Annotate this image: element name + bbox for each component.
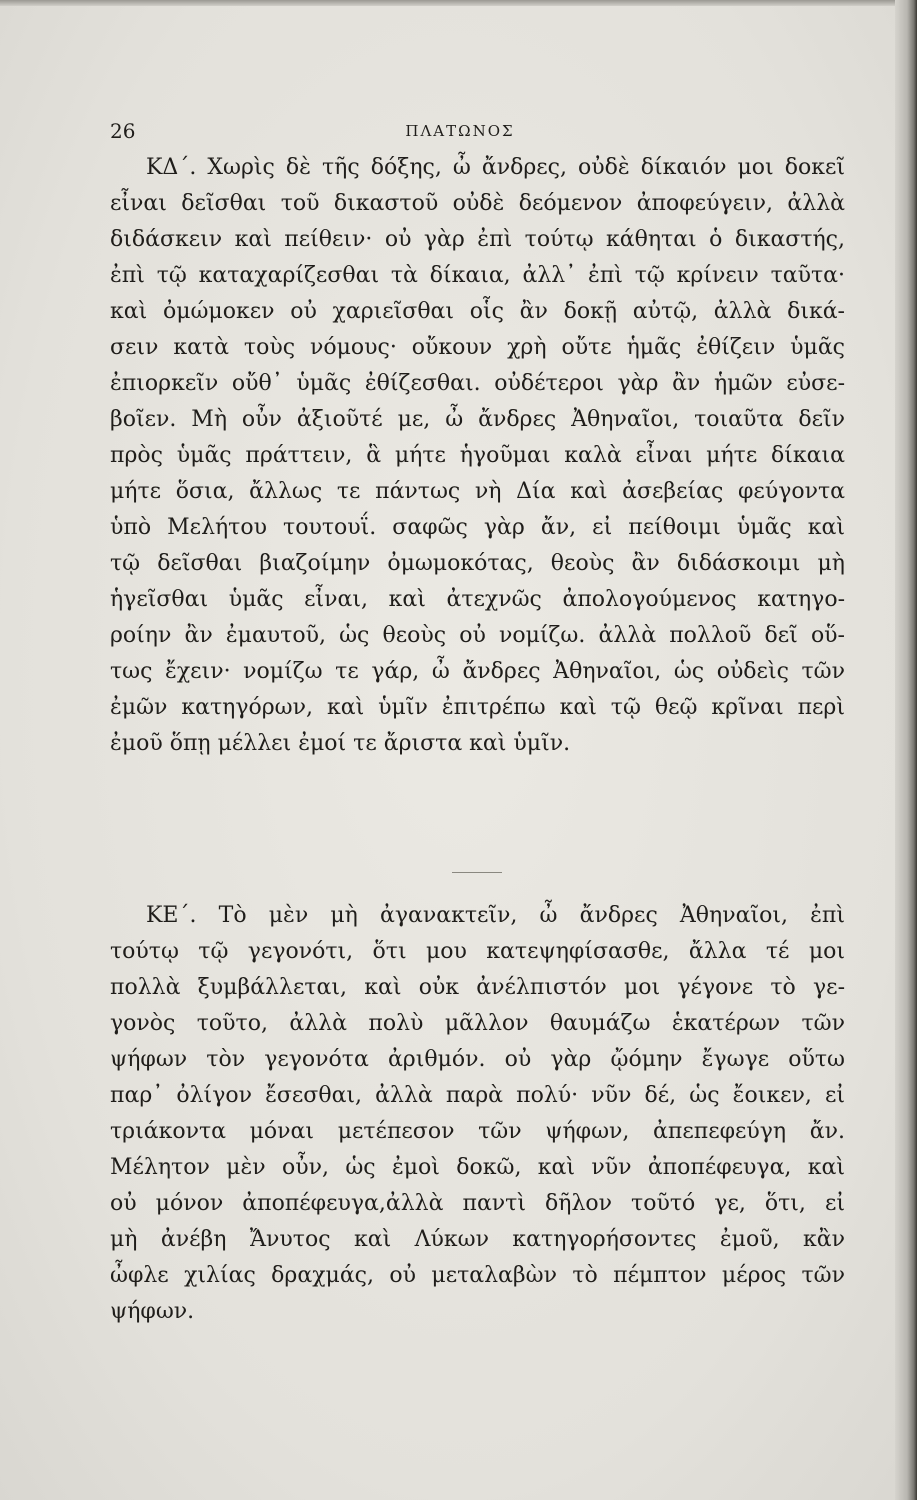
text-line: μήτε ὅσια, ἄλλως τε πάντως νὴ Δία καὶ ἀσεβείας φεύγοντα xyxy=(110,479,845,504)
text-line: ψήφων τὸν γεγονότα ἀριθμόν. οὐ γὰρ ᾤόμην ἔγωγε οὕτω xyxy=(110,1047,845,1072)
text-line: Μέλητον μὲν οὖν, ὡς ἐμοὶ δοκῶ, καὶ νῦν ἀποπέφευγα, καὶ xyxy=(110,1155,845,1180)
text-line: τῷ δεῖσθαι βιαζοίμην ὀμωμοκότας, θεοὺς ἂν διδάσκοιμι μὴ xyxy=(110,551,845,576)
running-title: ΠΛΑΤΩΝΟΣ xyxy=(405,122,515,140)
text-line: εἶναι δεῖσθαι τοῦ δικαστοῦ οὐδὲ δεόμενον ἀποφεύγειν, ἀλλὰ xyxy=(110,191,845,216)
section-divider xyxy=(452,872,502,873)
page-gutter-shadow xyxy=(895,0,917,1500)
text-line: τούτῳ τῷ γεγονότι, ὅτι μου κατεψηφίσασθε, ἄλλα τέ μοι xyxy=(110,939,845,964)
text-line: πολλὰ ξυμβάλλεται, καὶ οὐκ ἀνέλπιστόν μοι γέγονε τὸ γε- xyxy=(110,975,845,1000)
text-line: ἡγεῖσθαι ὑμᾶς εἶναι, καὶ ἀτεχνῶς ἀπολογούμενος κατηγο- xyxy=(110,587,845,612)
text-line: βοῖεν. Μὴ οὖν ἀξιοῦτέ με, ὦ ἄνδρες Ἀθηναῖοι, τοιαῦτα δεῖν xyxy=(110,407,845,432)
section-kd xyxy=(110,150,845,762)
text-line: ὦφλε χιλίας δραχμάς, οὐ μεταλαβὼν τὸ πέμπτον μέρος τῶν xyxy=(110,1263,845,1288)
text-line: ὑπὸ Μελήτου τουτουΐ. σαφῶς γὰρ ἄν, εἰ πείθοιμι ὑμᾶς καὶ xyxy=(110,515,845,540)
section-label: ΚΔ΄. xyxy=(146,155,197,180)
text-line: ἐπιορκεῖν οὔθ᾽ ὑμᾶς ἐθίζεσθαι. οὐδέτεροι γὰρ ἂν ἡμῶν εὐσε- xyxy=(110,371,845,396)
text-line: παρ᾽ ὀλίγον ἔσεσθαι, ἀλλὰ παρὰ πολύ· νῦν δέ, ὡς ἔοικεν, εἰ xyxy=(110,1083,845,1108)
text-line: ἐπὶ τῷ καταχαρίζεσθαι τὰ δίκαια, ἀλλ᾽ ἐπὶ τῷ κρίνειν ταῦτα· xyxy=(110,263,845,288)
text-line: τριάκοντα μόναι μετέπεσον τῶν ψήφων, ἀπεπεφεύγη ἄν. xyxy=(110,1119,845,1144)
text-line: γονὸς τοῦτο, ἀλλὰ πολὺ μᾶλλον θαυμάζω ἑκατέρων τῶν xyxy=(110,1011,845,1036)
section-label: ΚΕ΄. xyxy=(146,903,197,928)
page-top-edge xyxy=(0,0,917,6)
line-text: Χωρὶς δὲ τῆς δόξης, ὦ ἄνδρες, οὐδὲ δίκαιόν μοι δοκεῖ xyxy=(207,155,845,180)
text-line xyxy=(110,898,845,934)
page-number: 26 xyxy=(110,119,136,143)
text-line: διδάσκειν καὶ πείθειν· οὐ γὰρ ἐπὶ τούτῳ κάθηται ὁ δικαστής, xyxy=(110,227,845,252)
page-header xyxy=(110,118,810,144)
text-line: σειν κατὰ τοὺς νόμους· οὔκουν χρὴ οὔτε ἡμᾶς ἐθίζειν ὑμᾶς xyxy=(110,335,845,360)
text-line: ἐμοῦ ὅπῃ μέλλει ἐμοί τε ἄριστα καὶ ὑμῖν. xyxy=(110,731,571,756)
text-line: πρὸς ὑμᾶς πράττειν, ἃ μήτε ἡγοῦμαι καλὰ εἶναι μήτε δίκαια xyxy=(110,443,845,468)
text-line: ἐμῶν κατηγόρων, καὶ ὑμῖν ἐπιτρέπω καὶ τῷ θεῷ κρῖναι περὶ xyxy=(110,695,845,720)
section-ke xyxy=(110,898,845,1330)
text-line: ροίην ἂν ἐμαυτοῦ, ὡς θεοὺς οὐ νομίζω. ἀλλὰ πολλοῦ δεῖ οὕ- xyxy=(110,623,845,648)
text-line: ψήφων. xyxy=(110,1299,195,1324)
text-line: τως ἔχειν· νομίζω τε γάρ, ὦ ἄνδρες Ἀθηναῖοι, ὡς οὐδεὶς τῶν xyxy=(110,659,845,684)
text-line: μὴ ἀνέβη Ἄνυτος καὶ Λύκων κατηγορήσοντες ἐμοῦ, κἂν xyxy=(110,1227,845,1252)
line-text: Τὸ μὲν μὴ ἀγανακτεῖν, ὦ ἄνδρες Ἀθηναῖοι, ἐπὶ xyxy=(218,903,845,928)
text-line: καὶ ὀμώμοκεν οὐ χαριεῖσθαι οἷς ἂν δοκῇ αὐτῷ, ἀλλὰ δικά- xyxy=(110,299,845,324)
text-line: οὐ μόνον ἀποπέφευγα,ἀλλὰ παντὶ δῆλον τοῦτό γε, ὅτι, εἰ xyxy=(110,1191,845,1216)
text-line xyxy=(110,150,845,186)
